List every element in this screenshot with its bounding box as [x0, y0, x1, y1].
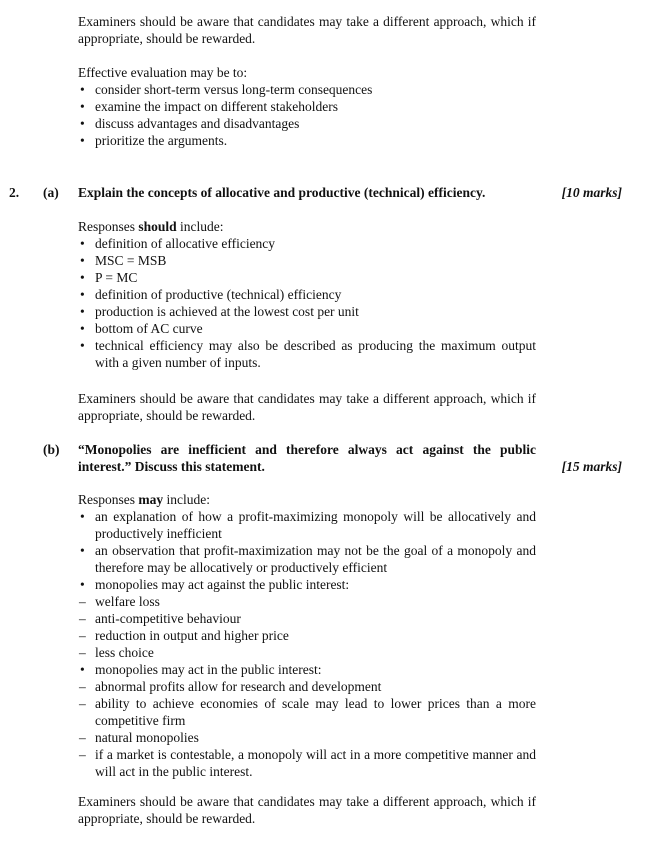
- part-b-examiners-note: Examiners should be aware that candidates may take a different approach, which if appropriate, should be rewarded.: [78, 794, 536, 826]
- part-b-responses: [78, 491, 536, 780]
- part-b-marks: [15 marks]: [561, 459, 622, 474]
- list-item: • MSC = MSB: [78, 252, 536, 269]
- list-item: • an observation that profit-maximization may not be the goal of a monopoly and therefore may be allocatively or productively efficient: [78, 542, 536, 576]
- sub-list-item: – less choice: [78, 644, 536, 661]
- sub-list: [78, 593, 536, 661]
- list-item: • consider short-term versus long-term consequences: [78, 81, 536, 98]
- part-a-examiners-note: Examiners should be aware that candidates may take a different approach, which if appropriate, should be rewarded.: [78, 391, 536, 423]
- part-a-responses: [78, 218, 536, 371]
- list-item: • an explanation of how a profit-maximizing monopoly will be allocatively and productively inefficient: [78, 508, 536, 542]
- part-b-list: [78, 508, 536, 780]
- sub-list-item: – abnormal profits allow for research and development: [78, 678, 536, 695]
- sub-list-item: – welfare loss: [78, 593, 536, 610]
- list-item: • definition of productive (technical) efficiency: [78, 286, 536, 303]
- responses-suffix: include:: [163, 492, 210, 507]
- list-item: • production is achieved at the lowest cost per unit: [78, 303, 536, 320]
- part-a-marks: [10 marks]: [561, 185, 622, 200]
- part-a-question: Explain the concepts of allocative and productive (technical) efficiency.: [78, 185, 486, 200]
- list-item: • bottom of AC curve: [78, 320, 536, 337]
- sub-list-item: – ability to achieve economies of scale may lead to lower prices than a more competitive firm: [78, 695, 536, 729]
- list-item: [78, 576, 536, 661]
- evaluation-heading: Effective evaluation may be to:: [78, 65, 248, 80]
- question-number: 2.: [9, 185, 20, 200]
- sub-list-item: – if a market is contestable, a monopoly will act in a more competitive manner and will act in the public interest.: [78, 746, 536, 780]
- part-a-label: (a): [43, 185, 59, 200]
- sub-list-item: – reduction in output and higher price: [78, 627, 536, 644]
- part-b-label: (b): [43, 442, 60, 457]
- list-item: • definition of allocative efficiency: [78, 235, 536, 252]
- responses-prefix: Responses: [78, 219, 139, 234]
- evaluation-list: [78, 81, 536, 149]
- responses-keyword: should: [138, 219, 177, 234]
- responses-prefix: Responses: [78, 492, 139, 507]
- part-b-responses-heading: [78, 491, 536, 508]
- responses-keyword: may: [138, 492, 164, 507]
- list-item: • prioritize the arguments.: [78, 132, 536, 149]
- sub-list-item: – natural monopolies: [78, 729, 536, 746]
- list-item-text: monopolies may act against the public interest:: [95, 577, 350, 592]
- sub-list-item: – anti-competitive behaviour: [78, 610, 536, 627]
- intro-examiners-note: Examiners should be aware that candidates may take a different approach, which if appropriate, should be rewarded.: [78, 14, 536, 46]
- list-item: • discuss advantages and disadvantages: [78, 115, 536, 132]
- sub-list: [78, 678, 536, 780]
- list-item: • examine the impact on different stakeholders: [78, 98, 536, 115]
- part-a-list: [78, 235, 536, 371]
- evaluation-section: [78, 64, 536, 149]
- part-a-responses-heading: [78, 218, 536, 235]
- list-item-text: monopolies may act in the public interest:: [95, 662, 322, 677]
- responses-suffix: include:: [176, 219, 224, 234]
- list-item: • P = MC: [78, 269, 536, 286]
- list-item: • technical efficiency may also be described as producing the maximum output with a given number of inputs.: [78, 337, 536, 371]
- list-item: [78, 661, 536, 780]
- part-b-question: “Monopolies are inefficient and therefore always act against the public interest.” Discuss this statement.: [78, 442, 536, 474]
